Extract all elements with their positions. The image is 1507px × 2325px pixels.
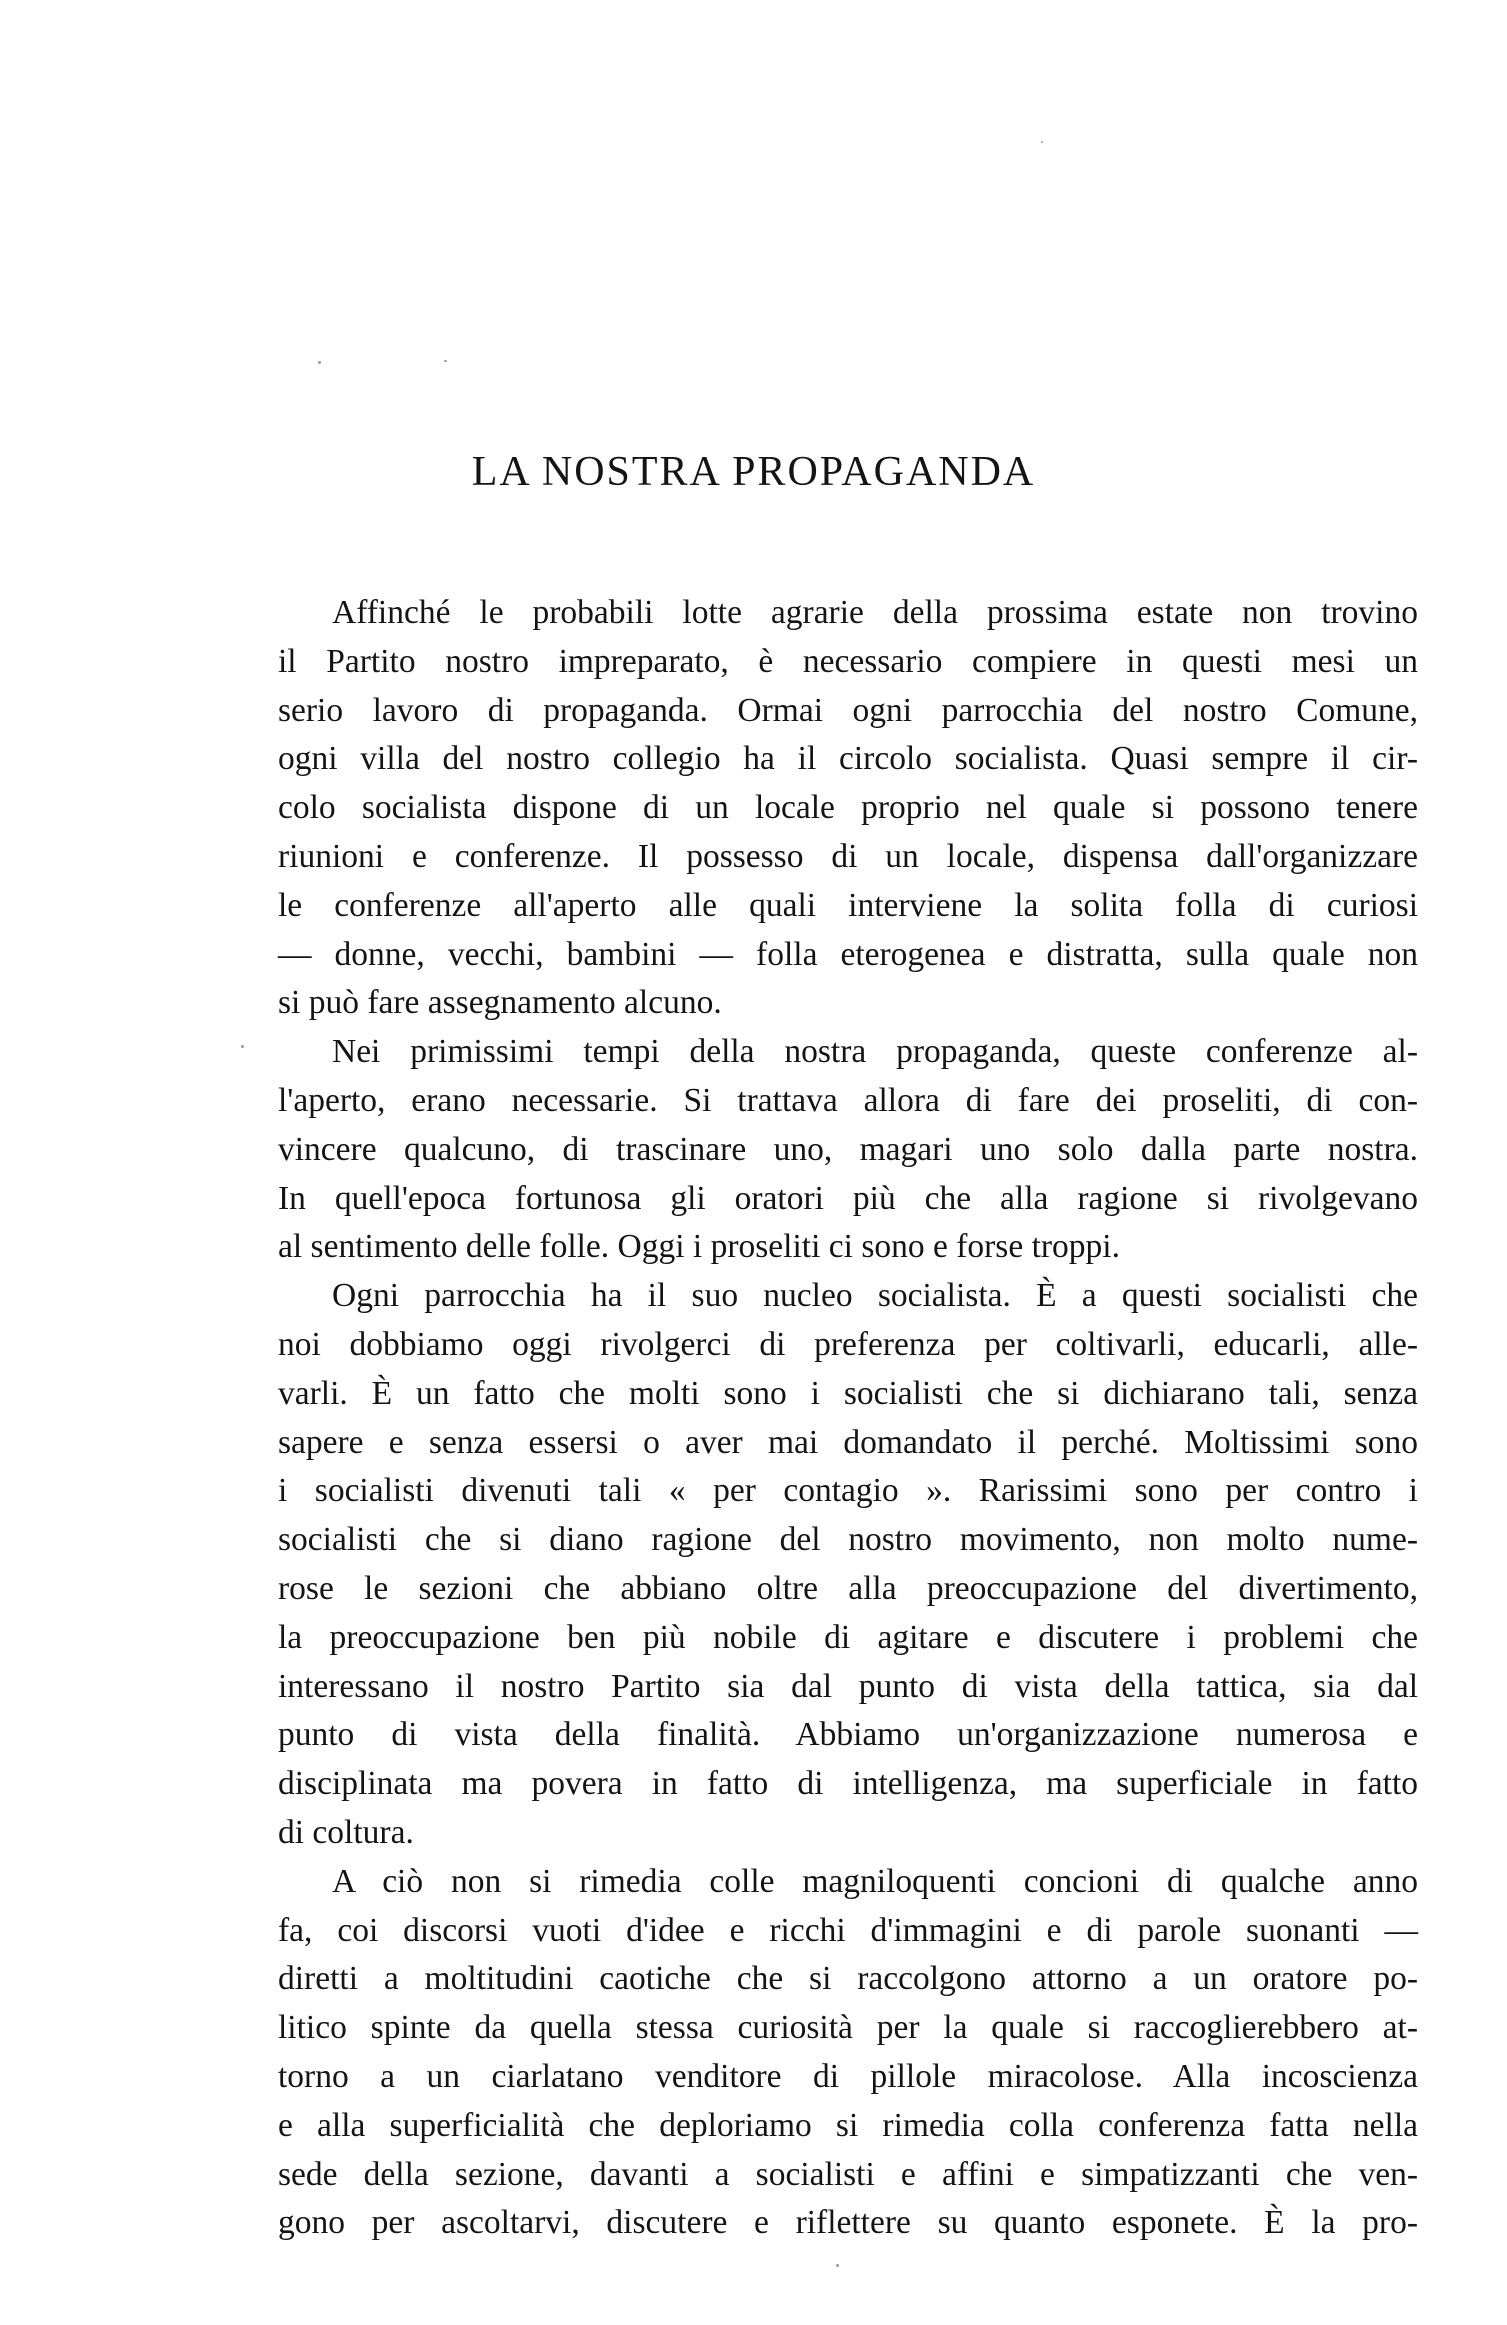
scan-speck <box>836 2264 839 2267</box>
text-line: riunioni e conferenze. Il possesso di un locale, dispensa dall'organizzare <box>278 837 1418 875</box>
text-line: di coltura. <box>278 1813 414 1851</box>
text-line: varli. È un fatto che molti sono i socialisti che si dichiarano tali, senza <box>278 1374 1418 1412</box>
text-line: diretti a moltitudini caotiche che si raccolgono attorno a un oratore po- <box>278 1960 1418 1998</box>
page-title: LA NOSTRA PROPAGANDA <box>471 449 1036 495</box>
text-line: torno a un ciarlatano venditore di pillole miracolose. Alla incoscienza <box>278 2057 1418 2095</box>
text-line: si può fare assegnamento alcuno. <box>278 984 722 1022</box>
text-line: i socialisti divenuti tali « per contagio ». Rarissimi sono per contro i <box>278 1472 1418 1510</box>
scan-speck <box>1041 141 1043 143</box>
text-line: vincere qualcuno, di trascinare uno, magari uno solo dalla parte nostra. <box>278 1130 1418 1168</box>
text-line: al sentimento delle folle. Oggi i proseliti ci sono e forse troppi. <box>278 1228 1120 1266</box>
body-text <box>278 589 1418 2248</box>
text-line: sede della sezione, davanti a socialisti e affini e simpatizzanti che ven- <box>278 2155 1418 2193</box>
text-line: le conferenze all'aperto alle quali interviene la solita folla di curiosi <box>278 886 1418 924</box>
text-line: serio lavoro di propaganda. Ormai ogni parrocchia del nostro Comune, <box>278 691 1418 729</box>
scan-speck <box>444 360 447 362</box>
text-line: In quell'epoca fortunosa gli oratori più che alla ragione si rivolgevano <box>278 1179 1418 1217</box>
text-line: la preoccupazione ben più nobile di agitare e discutere i problemi che <box>278 1618 1418 1656</box>
text-line: rose le sezioni che abbiano oltre alla preoccupazione del divertimento, <box>278 1569 1418 1607</box>
scan-speck <box>241 1045 244 1048</box>
text-line: Nei primissimi tempi della nostra propaganda, queste conferenze al- <box>332 1033 1418 1071</box>
text-line: socialisti che si diano ragione del nostro movimento, non molto nume- <box>278 1521 1418 1559</box>
text-line: Ogni parrocchia ha il suo nucleo socialista. È a questi socialisti che <box>332 1277 1418 1315</box>
text-line: A ciò non si rimedia colle magniloquenti concioni di qualche anno <box>332 1862 1418 1900</box>
text-line: l'aperto, erano necessarie. Si trattava allora di fare dei proseliti, di con- <box>278 1081 1418 1119</box>
text-line: punto di vista della finalità. Abbiamo un'organizzazione numerosa e <box>278 1716 1418 1754</box>
text-line: noi dobbiamo oggi rivolgerci di preferenza per coltivarli, educarli, alle- <box>278 1325 1418 1363</box>
text-line: fa, coi discorsi vuoti d'idee e ricchi d'immagini e di parole suonanti — <box>278 1911 1418 1949</box>
text-line: litico spinte da quella stessa curiosità per la quale si raccoglierebbero at- <box>278 2009 1418 2047</box>
text-line: — donne, vecchi, bambini — folla eterogenea e distratta, sulla quale non <box>278 935 1418 973</box>
text-line: e alla superficialità che deploriamo si rimedia colla conferenza fatta nella <box>278 2106 1418 2144</box>
scan-speck <box>318 361 321 364</box>
text-line: Affinché le probabili lotte agrarie della prossima estate non trovino <box>332 594 1418 631</box>
text-line: interessano il nostro Partito sia dal punto di vista della tattica, sia dal <box>278 1667 1418 1705</box>
text-line: gono per ascoltarvi, discutere e riflettere su quanto esponete. È la pro- <box>278 2204 1418 2242</box>
text-line: disciplinata ma povera in fatto di intelligenza, ma superficiale in fatto <box>278 1765 1418 1803</box>
text-line: colo socialista dispone di un locale proprio nel quale si possono tenere <box>278 789 1418 827</box>
text-line: sapere e senza essersi o aver mai domandato il perché. Moltissimi sono <box>278 1423 1418 1461</box>
text-line: ogni villa del nostro collegio ha il circolo socialista. Quasi sempre il cir- <box>278 740 1418 778</box>
text-line: il Partito nostro impreparato, è necessario compiere in questi mesi un <box>278 642 1418 680</box>
